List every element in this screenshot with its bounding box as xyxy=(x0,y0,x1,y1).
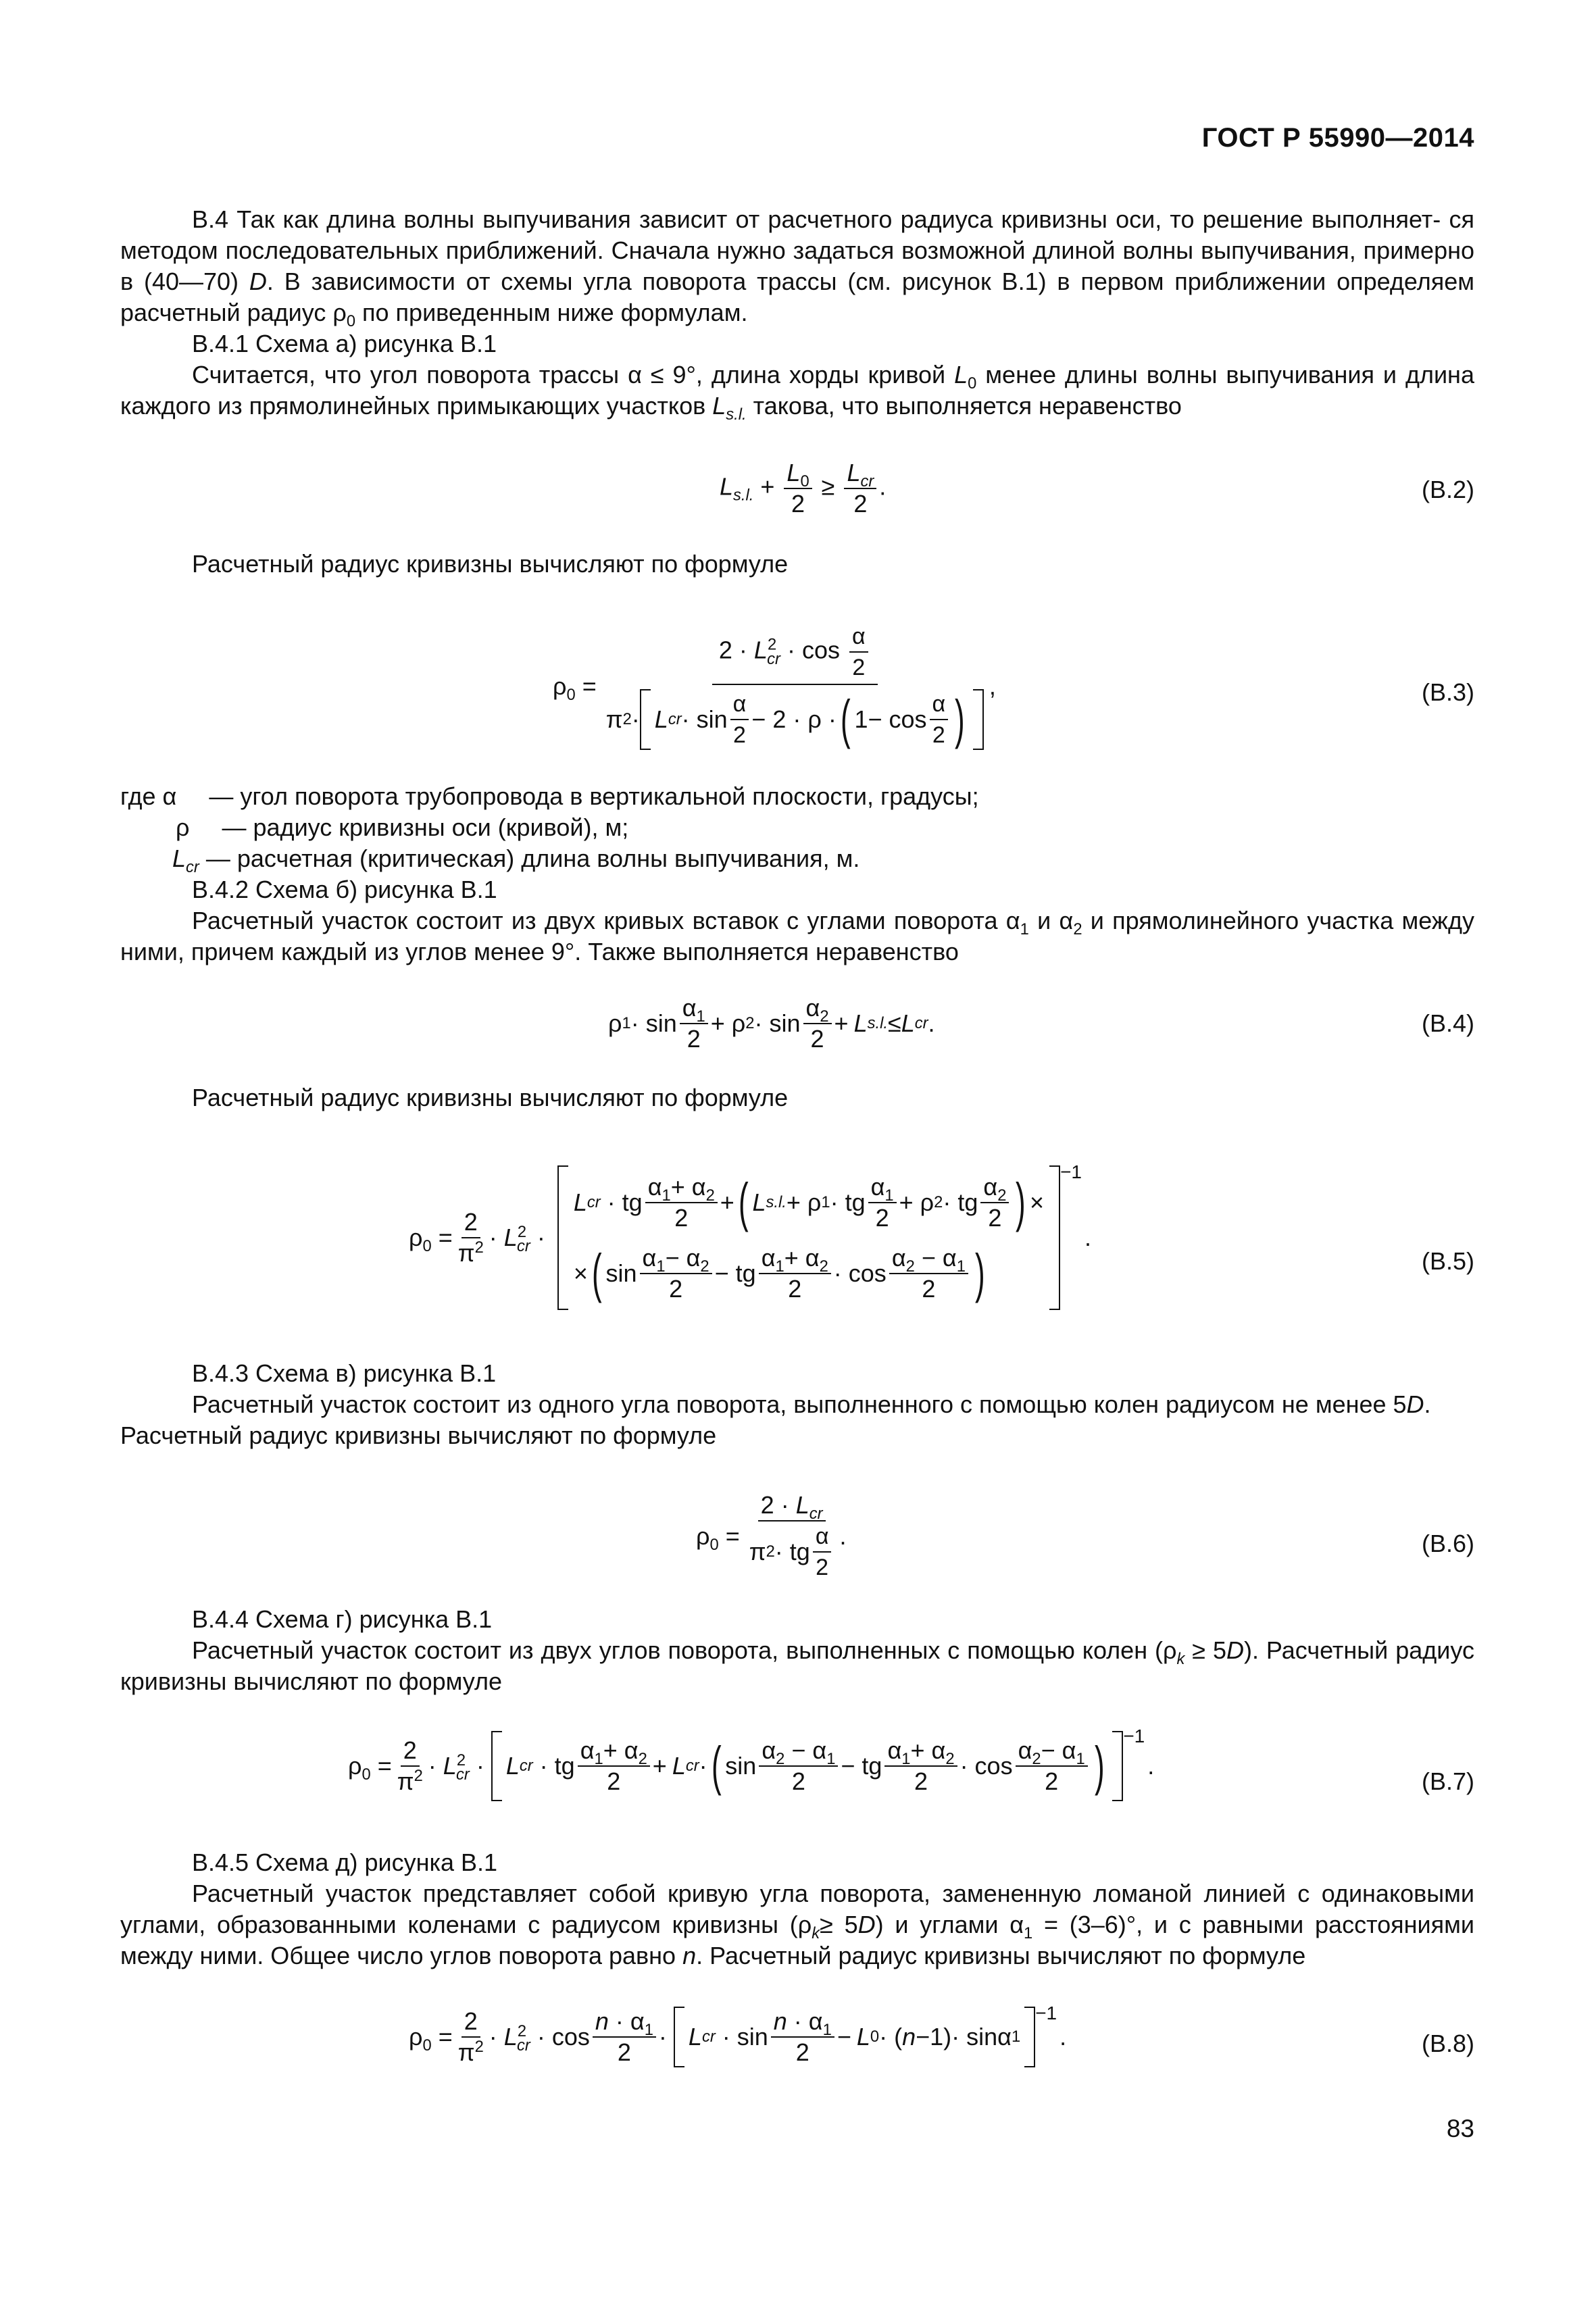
text-var: D xyxy=(1406,1390,1424,1418)
where-text: — радиус кривизны оси (кривой), м; xyxy=(222,813,629,841)
text-line: = (3–6)°, и с равными расстояниями xyxy=(1032,1911,1475,1938)
text-line: ся методом последовательных приближений. Сначала нужно задаться возможной длиной волны выпучивания, xyxy=(120,205,1474,264)
section-b45-heading: В.4.5 Схема д) рисунка В.1 xyxy=(192,1848,498,1876)
text-line: примерно в (40—70) xyxy=(120,236,1474,295)
text-sub: 1 xyxy=(1024,1924,1033,1943)
section-b44-heading: В.4.4 Схема г) рисунка В.1 xyxy=(192,1605,493,1633)
where-rho xyxy=(176,813,628,842)
where-symbol: где α xyxy=(120,782,177,810)
paragraph-b44 xyxy=(120,1635,1474,1697)
text-sub: k xyxy=(812,1924,820,1943)
where-alpha xyxy=(120,782,979,811)
text-var: D xyxy=(249,268,267,295)
text-line: ≥ 5 xyxy=(820,1911,858,1938)
text-line: ) и углами α xyxy=(875,1911,1024,1938)
text-line: Считается, что угол поворота трассы α ≤ 9°, длина хорды кривой xyxy=(192,361,946,388)
formula-b7: $\rho_0$ = $\frac{2}{\pi^2}$ · $L^2_{cr}$ · L cr · tg $\alpha_1+ \alpha_2$ 2 + L cr · ( sin $\alpha_2 - \alpha_1$ 2 − tg $\alpha_1+ \alpha_2$ 2 · cos $\alpha_2- \alpha_1$ 2 ) −1 . xyxy=(348,1731,1154,1801)
section-b42-heading: В.4.2 Схема б) рисунка В.1 xyxy=(192,876,497,903)
equation-number-b5: (В.5) xyxy=(1421,1247,1474,1275)
text-line: Расчетный участок представляет собой кривую угла поворота, замененную ломаной линией с одинаковыми xyxy=(192,1880,1474,1907)
text-var: n xyxy=(682,1942,697,1969)
text-sub: s.l. xyxy=(726,405,747,424)
text-line: радиус кривизны вычисляют по формуле xyxy=(120,1636,1474,1695)
equation-number-b2: (В.2) xyxy=(1421,476,1474,503)
page-number: 83 xyxy=(1446,2115,1474,2142)
paragraph-b45 xyxy=(120,1878,1474,1971)
text-sub: 1 xyxy=(1020,920,1029,939)
text-line: между ними, причем каждый из углов менее 9°. Также выполняется неравенство xyxy=(120,907,1474,965)
equation-number-b6: (В.6) xyxy=(1421,1530,1474,1557)
equation-number-b8: (В.8) xyxy=(1421,2030,1474,2057)
document-code: ГОСТ Р 55990—2014 xyxy=(1201,123,1474,153)
text-line: по приведенным ниже формулам. xyxy=(355,299,748,326)
text-line: Расчетный участок состоит из двух углов поворота, выполненных с помощью колен (ρ xyxy=(192,1636,1177,1664)
text-sub: 0 xyxy=(346,312,356,331)
where-symbol: ρ xyxy=(176,813,190,841)
calc-radius-text-2: Расчетный радиус кривизны вычисляют по формуле xyxy=(192,1084,789,1111)
text-line: и α xyxy=(1028,907,1074,934)
paragraph-b43 xyxy=(120,1389,1474,1420)
text-line: ≥ 5 xyxy=(1184,1636,1226,1664)
text-var: D xyxy=(1226,1636,1244,1664)
text-var: L xyxy=(954,361,968,388)
paragraph-b41 xyxy=(120,359,1474,422)
text-line: Расчетный участок состоит из одного угла поворота, выполненного с помощью колен радиусом не менее 5 xyxy=(192,1390,1407,1418)
where-sub: cr xyxy=(186,858,199,877)
text-line: такова, что выполняется неравенство xyxy=(753,392,1182,420)
text-line: менее длины волны выпучивания и xyxy=(985,361,1397,388)
text-sub: 2 xyxy=(1073,920,1082,939)
formula-b2: $L_{s.l.}$ + $\frac{L_0}{2}$ ≥ $L_{cr}$ 2 . xyxy=(720,459,887,518)
text-line: длина каждого из прямолинейных примыкающих участков xyxy=(120,361,1474,420)
text-line: и прямолинейного участка xyxy=(1082,907,1394,934)
text-var: L xyxy=(712,392,726,420)
equation-number-b4: (В.4) xyxy=(1421,1009,1474,1037)
paragraph-b43-2: Расчетный радиус кривизны вычисляют по формуле xyxy=(120,1422,717,1449)
text-line: определяем расчетный радиус ρ xyxy=(120,268,1474,326)
formula-b6: $\rho_0$ = $2 \cdot L_{cr}$ π 2 · tg α 2 . xyxy=(696,1491,847,1580)
text-line: Расчетный участок состоит из двух кривых вставок с углами поворота α xyxy=(192,907,1020,934)
where-symbol: L xyxy=(172,845,186,872)
text-sub: k xyxy=(1176,1650,1185,1669)
text-line: . xyxy=(1424,1390,1431,1418)
text-line: ). Расчетный xyxy=(1244,1636,1389,1664)
formula-b8: $\rho_0$ = $\frac{2}{\pi^2}$ · $L^2_{cr} \cdot \cos$ $n \cdot \alpha_1$ 2 · L cr · sin $n \cdot \alpha_1$ 2 − L 0 · ( n −1)· sinα 1 −1 . xyxy=(409,2003,1067,2066)
formula-b3: $\rho_0$ = $2 \cdot L^2_{cr} \cdot \cos$ $\frac{\alpha}{2}$ π 2 · L cr · sin α 2 − 2 · ρ · ( 1− cos α 2 ) , xyxy=(553,624,996,749)
text-line: В.4 Так как длина волны выпучивания зависит от расчетного радиуса кривизны оси, то решение выполняет- xyxy=(192,205,1441,233)
where-text: — угол поворота трубопровода в вертикальной плоскости, градусы; xyxy=(209,782,979,810)
text-sub: 0 xyxy=(968,374,977,393)
paragraph-b4 xyxy=(120,204,1474,331)
text-line: между ними. Общее число углов поворота равно xyxy=(120,1942,676,1969)
equation-number-b7: (В.7) xyxy=(1421,1767,1474,1795)
section-b41-heading: В.4.1 Схема а) рисунка В.1 xyxy=(192,330,497,357)
calc-radius-text-1: Расчетный радиус кривизны вычисляют по формуле xyxy=(192,550,789,578)
paragraph-b42 xyxy=(120,905,1474,967)
section-b43-heading: В.4.3 Схема в) рисунка В.1 xyxy=(192,1359,497,1387)
where-lcr xyxy=(172,845,860,877)
where-text: — расчетная (критическая) длина волны выпучивания, м. xyxy=(205,845,860,872)
text-line: . В зависимости от схемы угла поворота трассы (см. рисунок В.1) в первом приближении xyxy=(266,268,1326,295)
text-var: D xyxy=(857,1911,876,1938)
formula-b5: $\rho_0$ = $\frac{2}{\pi^2}$ · $L^2_{cr}$ · L cr · tg $\alpha_1+ \alpha_2$ 2 + ( L s.l. + ρ 1 · tg $\alpha_1$ 2 + ρ 2 · tg $\alpha_2$ 2 ) × × ( sin $\alpha_1- \alpha_2$ 2 − tg $\alpha_1+ \alpha_2$ 2 · cos $\alpha_2 - \alpha_1$ 2 ) −1 . xyxy=(409,1165,1091,1310)
formula-b4: ρ 1 · sin $\alpha_1$ 2 + ρ 2 · sin $\alpha_2$ 2 + L s.l. ≤ L cr . xyxy=(608,994,935,1053)
text-line: . Расчетный радиус кривизны вычисляют по формуле xyxy=(696,1942,1306,1969)
equation-number-b3: (В.3) xyxy=(1421,678,1474,706)
text-line: углами, образованными коленами с радиусом кривизны (ρ xyxy=(120,1911,812,1938)
